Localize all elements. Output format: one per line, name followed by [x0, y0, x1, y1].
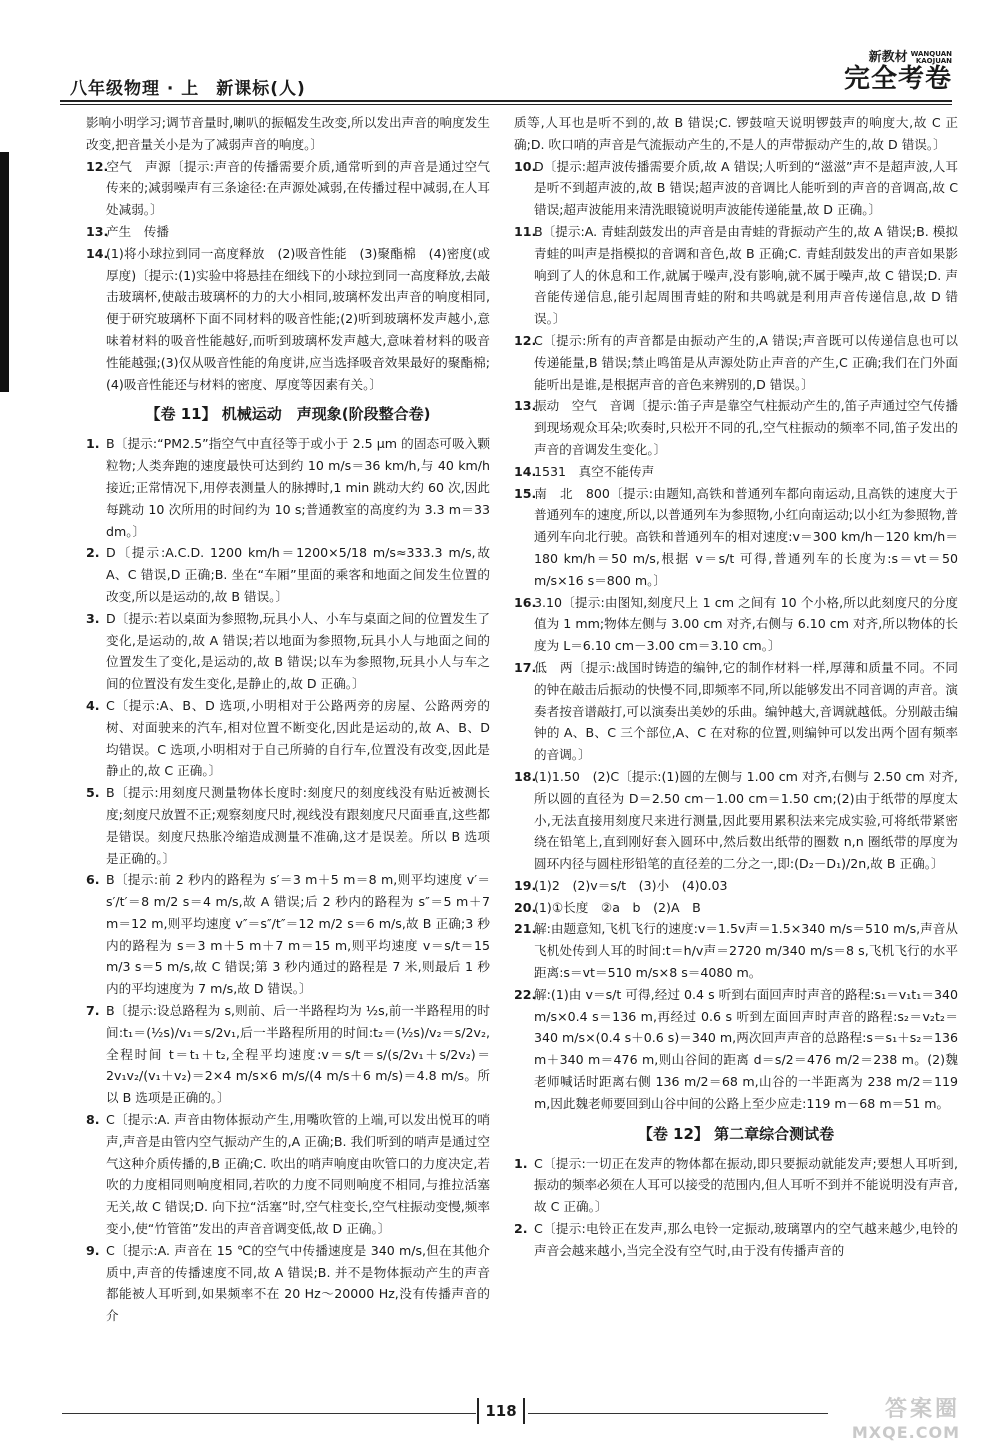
- answer-text: C〔提示:所有的声音都是由振动产生的,A 错误;声音既可以传递信息也可以传递能量,B 错误;禁止鸣笛是从声源处防止声音的产生,C 正确;我们在门外面能听出是谁,是根据声音的音色来辨别的,D 错误。〕: [534, 332, 958, 392]
- answer-item: [86, 695, 490, 782]
- answer-text: 产生 传播: [106, 223, 169, 239]
- answer-number: 1.: [514, 1155, 528, 1171]
- answer-number: 20.: [514, 899, 537, 915]
- answer-number: 6.: [86, 872, 100, 888]
- answer-item: [514, 330, 958, 395]
- answer-text: (1)将小球拉到同一高度释放 (2)吸音性能 (3)聚酯棉 (4)密度(或厚度)〔提示:(1)实验中将悬挂在细线下的小球拉到同一高度释放,去敲击玻璃杯,使敲击玻璃杯的力的大小相同,玻璃杯发出声音的响度相同,便于研究玻璃杯下面不同材料的吸音性能;(2)听到玻璃杯发声越小,意味着材料的吸音性能越好,而听到玻璃杯发声越大,意味着材料的吸音性能越强;(3)仅从吸音性能的角度讲,应当选择吸音效果最好的聚酯棉;(4)吸音性能还与材料的密度、厚度等因素有关。〕: [106, 245, 490, 392]
- answer-item: [86, 221, 490, 243]
- book-grade-subject: 八年级物理 · 上: [70, 79, 200, 99]
- section-heading: 【卷 12】 第二章综合测试卷: [637, 1124, 835, 1143]
- footer-rule-left: [62, 1413, 476, 1414]
- answer-text: 3.10〔提示:由图知,刻度尺上 1 cm 之间有 10 个小格,所以此刻度尺的分度值为 1 mm;物体左侧与 3.00 cm 对齐,右侧与 6.10 cm 对齐,所以物体的长度为 L＝6.10 cm－3.00 cm＝3.10 cm。〕: [534, 594, 958, 654]
- answer-number: 13.: [514, 398, 537, 414]
- watermark: 答案圈 MXQE.COM: [851, 1397, 960, 1442]
- answer-number: 8.: [86, 1112, 100, 1128]
- answer-text: (1)1.50 (2)C〔提示:(1)圆的左侧与 1.00 cm 对齐,右侧与 2.50 cm 对齐,所以圆的直径为 D＝2.50 cm－1.00 cm＝1.50 cm;(2)由于纸带的厚度太小,无法直接用刻度尺来进行测量,因此要用累积法来完成实验,可将纸带紧密绕在铅笔上,直到刚好套入圆环中,然后数出纸带的圈数 n,n 圈纸带的厚度为圆环内径与圆柱形铅笔的直径差的二分之一,即:(D₂－D₁)/2n,故 B 正确。〕: [534, 768, 958, 872]
- footer-rule-right: [528, 1413, 828, 1414]
- left-column: [86, 112, 490, 1387]
- answer-number: 17.: [514, 659, 537, 675]
- answer-number: 21.: [514, 921, 537, 937]
- answer-item: [514, 984, 958, 1115]
- answer-item: [86, 1109, 490, 1240]
- answer-text: (1)2 (2)v＝s/t (3)小 (4)0.03: [534, 877, 728, 893]
- answer-text: D〔提示:超声波传播需要介质,故 A 错误;人听到的“滋滋”声不是超声波,人耳是听不到超声波的,故 B 错误;超声波的音调比人能听到的声音的音调高,故 C 错误;超声波能用来清洗眼镜说明声波能传递能量,故 D 正确。〕: [534, 158, 958, 218]
- answer-item: [86, 542, 490, 607]
- answer-number: 4.: [86, 697, 100, 713]
- answer-item: [514, 918, 958, 983]
- brand-logo: [844, 46, 952, 93]
- answer-text: B〔提示:A. 青蛙刮鼓发出的声音是由青蛙的背振动产生的,故 A 错误;B. 模拟青蛙的叫声是指模拟的音调和音色,故 B 正确;C. 青蛙刮鼓发出的声音如果影响到了人的休息和工作,就属于噪声,没有影响,就不属于噪声,故 C 错误;D. 声音能传递信息,能引起周围青蛙的附和共鸣就是利用声音传递信息,故 D 错误。〕: [534, 223, 958, 327]
- answer-text: D〔提示:A.C.D. 1200 km/h＝1200×5/18 m/s≈333.3 m/s,故 A、C 错误,D 正确;B. 坐在“车厢”里面的乘客和地面之间发生位置的改变,所以是运动的,故 B 错误。〕: [106, 545, 490, 604]
- answer-continuation: 质等,人耳也是听不到的,故 B 错误;C. 锣鼓喧天说明锣鼓声的响度大,故 C 正确;D. 吹口哨的声音是气流振动产生的,不是人的声带振动产生的,故 D 错误。〕: [514, 115, 958, 152]
- footer-bar-right: [523, 1398, 525, 1424]
- answer-number: 5.: [86, 785, 100, 801]
- answer-item: [514, 592, 958, 657]
- header-rule-thin: [60, 104, 952, 105]
- answer-number: 9.: [86, 1242, 100, 1258]
- page-number: 118: [485, 1402, 517, 1420]
- answer-number: 1.: [86, 436, 100, 452]
- answer-continuation: 影响小明学习;调节音量时,喇叭的振幅发生改变,所以发出声音的响度发生改变,把音量关小是为了减弱声音的响度。〕: [86, 115, 490, 152]
- answer-text: C〔提示:A. 声音由物体振动产生,用嘴吹管的上端,可以发出悦耳的哨声,声音是由管内空气振动产生的,A 正确;B. 我们听到的哨声是通过空气这种介质传播的,B 正确;C. 吹出的哨声响度由吹管口的力度决定,若吹的力度相同则响度相同,若吹的力度不同则响度不相同,与推拉活塞无关,故 C 错误;D. 向下拉“活塞”时,空气柱变长,空气柱振动变慢,频率变小,使“竹管笛”发出的声音音调变低,故 D 正确。〕: [106, 1112, 490, 1237]
- answer-item: [514, 875, 958, 897]
- answer-item: [514, 156, 958, 221]
- answer-text: C〔提示:A、B、D 选项,小明相对于公路两旁的房屋、公路两旁的树、对面驶来的汽车,相对位置不断变化,因此是运动的,故 A、B、D 均错误。C 选项,小明相对于自己所骑的自行车,位置没有改变,因此是静止的,故 C 正确。〕: [106, 697, 490, 779]
- answer-number: 14.: [514, 463, 537, 479]
- answer-item: [86, 433, 490, 542]
- answer-text: B〔提示:前 2 秒内的路程为 s′＝3 m＋5 m＝8 m,则平均速度 v′＝s′/t′＝8 m/2 s＝4 m/s,故 A 错误;后 2 秒内的路程为 s″＝5 m＋7 m＝12 m,则平均速度 v″＝s″/t″＝12 m/2 s＝6 m/s,故 B 正确;3 秒内的路程为 s＝3 m＋5 m＋7 m＝15 m,则平均速度 v＝s/t＝15 m/3 s＝5 m/s,故 C 错误;第 3 秒内通过的路程是 7 米,则最后 1 秒内的平均速度为 7 m/s,故 D 错误。〕: [106, 872, 490, 997]
- answer-number: 11.: [514, 223, 537, 239]
- answer-number: 12.: [514, 332, 537, 348]
- answer-text: C〔提示:一切正在发声的物体都在振动,即只要振动就能发声;要想人耳听到,振动的频率必须在人耳可以接受的范围内,但人耳听不到并不能说明没有声音,故 C 正确。〕: [534, 1155, 958, 1215]
- answer-text: B〔提示:用刻度尺测量物体长度时:刻度尺的刻度线没有贴近被测长度;刻度尺放置不正;观察刻度尺时,视线没有跟刻度尺尺面垂直,这些都是错误。刻度尺热胀冷缩造成测量不准确,这才是误差。所以 B 选项是正确的。〕: [106, 785, 490, 866]
- answer-text: 空气 声源〔提示:声音的传播需要介质,通常听到的声音是通过空气传来的;减弱噪声有三条途径:在声源处减弱,在传播过程中减弱,在人耳处减弱。〕: [106, 158, 490, 218]
- answer-item: [514, 657, 958, 766]
- answer-number: 16.: [514, 594, 537, 610]
- answer-number: 14.: [86, 245, 109, 261]
- answer-item: [514, 1218, 958, 1262]
- answer-number: 13.: [86, 223, 109, 239]
- answer-text: 振动 空气 音调〔提示:笛子声是靠空气柱振动产生的,笛子声通过空气传播到现场观众耳朵;吹奏时,只松开不同的孔,空气柱振动的频率不同,笛子发出的声音的音调发生变化。〕: [534, 398, 958, 457]
- right-column: [514, 112, 958, 1387]
- answer-item: [86, 869, 490, 1000]
- answer-text: 解:由题意知,飞机飞行的速度:v＝1.5v声＝1.5×340 m/s＝510 m/s,声音从飞机处传到人耳的时间:t＝h/v声＝2720 m/340 m/s＝8 s,飞机飞行的水平距离:s＝vt＝510 m/s×8 s＝4080 m。: [534, 921, 958, 981]
- page-edge-strip: [0, 152, 9, 392]
- answer-number: 12.: [86, 158, 109, 174]
- book-title: [70, 74, 316, 99]
- brand-small: 新教材 WANQUAN KAOJUAN: [868, 49, 952, 65]
- answer-number: 22.: [514, 986, 537, 1002]
- answer-text: 1531 真空不能传声: [534, 463, 655, 479]
- answer-item: [514, 1153, 958, 1218]
- answer-item: [86, 1240, 490, 1327]
- brand-en: WANQUAN KAOJUAN: [910, 49, 952, 65]
- answer-item: [86, 782, 490, 869]
- answer-item: [514, 483, 958, 592]
- answer-text: B〔提示:设总路程为 s,则前、后一半路程均为 ½s,前一半路程用的时间:t₁＝(½s)/v₁＝s/2v₁,后一半路程所用的时间:t₂＝(½s)/v₂＝s/2v₂,全程时间 t＝t₁＋t₂,全程平均速度:v＝s/t＝s/(s/2v₁＋s/2v₂)＝2v₁v₂/(v₁＋v₂)＝2×4 m/s×6 m/s/(4 m/s＋6 m/s)＝4.8 m/s。所以 B 选项是正确的。〕: [106, 1003, 490, 1106]
- answer-text: 低 两〔提示:战国时铸造的编钟,它的制作材料一样,厚薄和质量不同。不同的钟在敲击后振动的快慢不同,即频率不同,所以能够发出不同音调的声音。演奏者按音谱敲打,可以演奏出美妙的乐曲。编钟越大,音调就越低。分别敲击编钟的 A、B、C 三个部位,A、C 在对称的位置,则编钟可以发出两个固有频率的音调。〕: [534, 659, 958, 763]
- answer-text: (1)①长度 ②a b (2)A B: [534, 899, 701, 915]
- answer-number: 10.: [514, 158, 537, 174]
- answer-item: [86, 608, 490, 695]
- brand-name: 完全考卷: [843, 64, 952, 94]
- answer-number: 2.: [514, 1221, 528, 1237]
- answer-item: [514, 766, 958, 875]
- answer-text: C〔提示:A. 声音在 15 ℃的空气中传播速度是 340 m/s,但在其他介质中,声音的传播速度不同,故 A 错误;B. 并不是物体振动产生的声音都能被人耳听到,如果频率不在 20 Hz～20000 Hz,没有传播声音的介: [106, 1242, 490, 1324]
- answer-text: 南 北 800〔提示:由题知,高铁和普通列车都向南运动,且高铁的速度大于普通列车的速度,所以,以普通列车为参照物,小红向南运动;以小红为参照物,普通列车向北行驶。高铁和普通列车的相对速度:v＝300 km/h－120 km/h＝180 km/h＝50 m/s,根据 v＝s/t 可得,普通列车的长度为:s＝vt＝50 m/s×16 s＝800 m。〕: [534, 485, 958, 588]
- answer-item: [514, 461, 958, 483]
- answer-text: C〔提示:电铃正在发声,那么电铃一定振动,玻璃罩内的空气越来越少,电铃的声音会越来越小,当完全没有空气时,由于没有传播声音的: [534, 1221, 958, 1258]
- answer-number: 19.: [514, 877, 537, 893]
- answer-item: [86, 156, 490, 221]
- answer-text: B〔提示:“PM2.5”指空气中直径等于或小于 2.5 μm 的固态可吸入颗粒物;人类奔跑的速度最快可达到约 10 m/s＝36 km/h,与 40 km/h 接近;正常情况下,用停表测量人的脉搏时,1 min 跳动大约 60 次,因此每跳动 10 次所用的时间约为 10 s;普通教室的高度约为 3.3 m＝33 dm。〕: [106, 436, 490, 539]
- answer-text: 解:(1)由 v＝s/t 可得,经过 0.4 s 听到右面回声时声音的路程:s₁＝v₁t₁＝340 m/s×0.4 s＝136 m,再经过 0.6 s 听到左面回声时声音的路程:s₂＝v₂t₂＝340 m/s×(0.4 s＋0.6 s)＝340 m,两次回声声音的总路程:s＝s₁＋s₂＝136 m＋340 m＝476 m,则山谷间的距离 d＝s/2＝476 m/2＝238 m。(2)魏老师喊话时距离右侧 136 m/2＝68 m,山谷的一半距离为 238 m/2＝119 m,因此魏老师要回到山谷中间的公路上至少应走:119 m－68 m＝51 m。: [534, 986, 958, 1111]
- book-edition: 新课标(人): [216, 79, 306, 99]
- answer-number: 18.: [514, 768, 537, 784]
- answer-text: D〔提示:若以桌面为参照物,玩具小人、小车与桌面之间的位置发生了变化,是运动的,故 A 错误;若以地面为参照物,玩具小人与地面之间的位置发生了变化,是运动的,故 B 错误;以车为参照物,玩具小人与车之间的位置没有发生变化,是静止的,故 D 正确。〕: [106, 610, 490, 692]
- answer-item: [514, 897, 958, 919]
- answer-item: [86, 1000, 490, 1109]
- answer-number: 7.: [86, 1003, 100, 1019]
- answer-number: 2.: [86, 545, 100, 561]
- section-heading: 【卷 11】 机械运动 声现象(阶段整合卷): [145, 405, 431, 424]
- answer-number: 3.: [86, 610, 100, 626]
- answer-item: [514, 395, 958, 460]
- header-rule: [60, 100, 952, 102]
- answer-number: 15.: [514, 485, 537, 501]
- answer-item: [86, 243, 490, 396]
- answer-item: [514, 221, 958, 330]
- page-header: [40, 49, 952, 104]
